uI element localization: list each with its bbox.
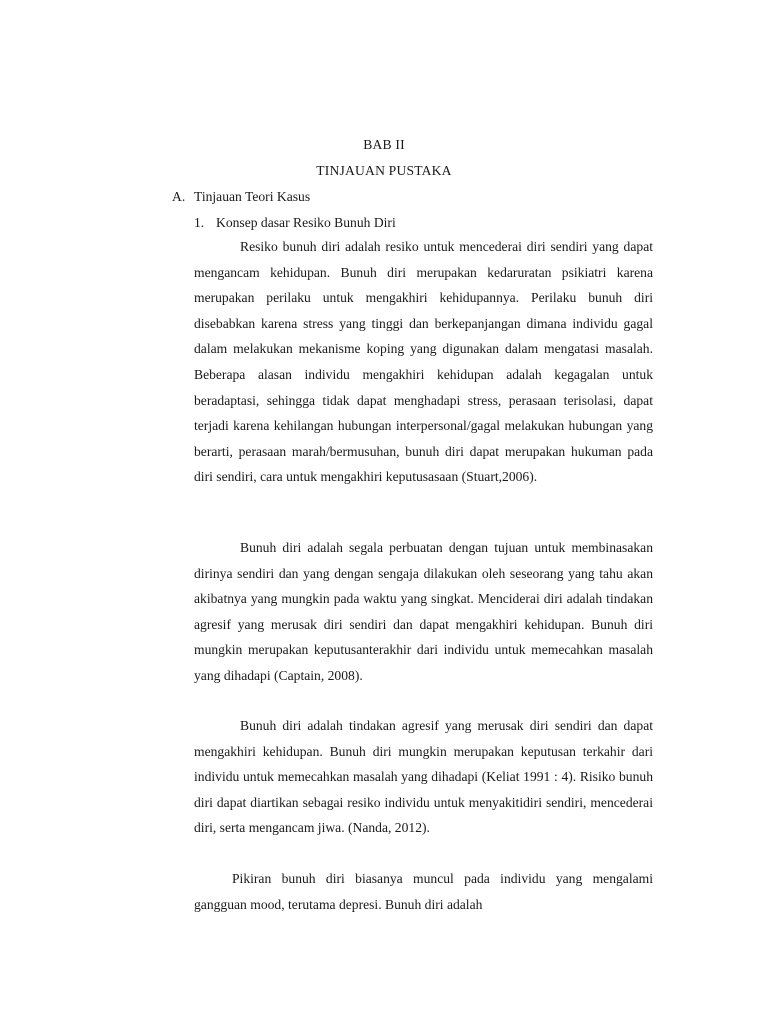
section-title: Tinjauan Teori Kasus — [194, 189, 311, 204]
subsection-title: Konsep dasar Resiko Bunuh Diri — [216, 215, 396, 230]
subsection-heading — [194, 215, 396, 231]
paragraph-1: Resiko bunuh diri adalah resiko untuk mencederai diri sendiri yang dapat mengancam kehidupan. Bunuh diri merupakan kedaruratan psikiatri karena merupakan perilaku untuk mengakhiri kehidupannya. Perilaku bunuh diri disebabkan karena stress yang tinggi dan berkepanjangan dimana individu gagal dalam melakukan mekanisme koping yang digunakan dalam mengatasi masalah. Beberapa alasan individu mengakhiri kehidupan adalah kegagalan untuk beradaptasi, sehingga tidak dapat menghadapi stress, perasaan terisolasi, dapat terjadi karena kehilangan hubungan interpersonal/gagal melakukan hubungan yang berarti, perasaan marah/bermusuhan, bunuh diri dapat merupakan hukuman pada diri sendiri, cara untuk mengakhiri keputusasaan (Stuart,2006). — [194, 239, 653, 485]
paragraph-2: Bunuh diri adalah segala perbuatan dengan tujuan untuk membinasakan dirinya sendiri dan yang dengan sengaja dilakukan oleh seseorang yang tahu akan akibatnya yang mungkin pada waktu yang singkat. Menciderai diri adalah tindakan agresif yang merusak diri sendiri dan dapat mengakhiri kehidupan. Bunuh diri mungkin merupakan keputusanterakhir dari individu untuk memecahkan masalah yang dihadapi (Captain, 2008). — [194, 540, 653, 683]
subsection-marker: 1. — [194, 215, 205, 230]
section-heading — [172, 189, 310, 205]
section-marker: A. — [172, 189, 186, 204]
chapter-number: BAB II — [363, 137, 405, 152]
chapter-title: TINJAUAN PUSTAKA — [316, 163, 452, 178]
paragraph-4: Pikiran bunuh diri biasanya muncul pada individu yang mengalami gangguan mood, terutama depresi. Bunuh diri adalah — [194, 871, 653, 912]
paragraph-3: Bunuh diri adalah tindakan agresif yang merusak diri sendiri dan dapat mengakhiri kehidupan. Bunuh diri mungkin merupakan keputusan terkahir dari individu untuk memecahkan masalah yang dihadapi (Keliat 1991 : 4). Risiko bunuh diri dapat diartikan sebagai resiko individu untuk menyakitidiri sendiri, mencederai diri, serta mengancam jiwa. (Nanda, 2012). — [194, 718, 653, 836]
